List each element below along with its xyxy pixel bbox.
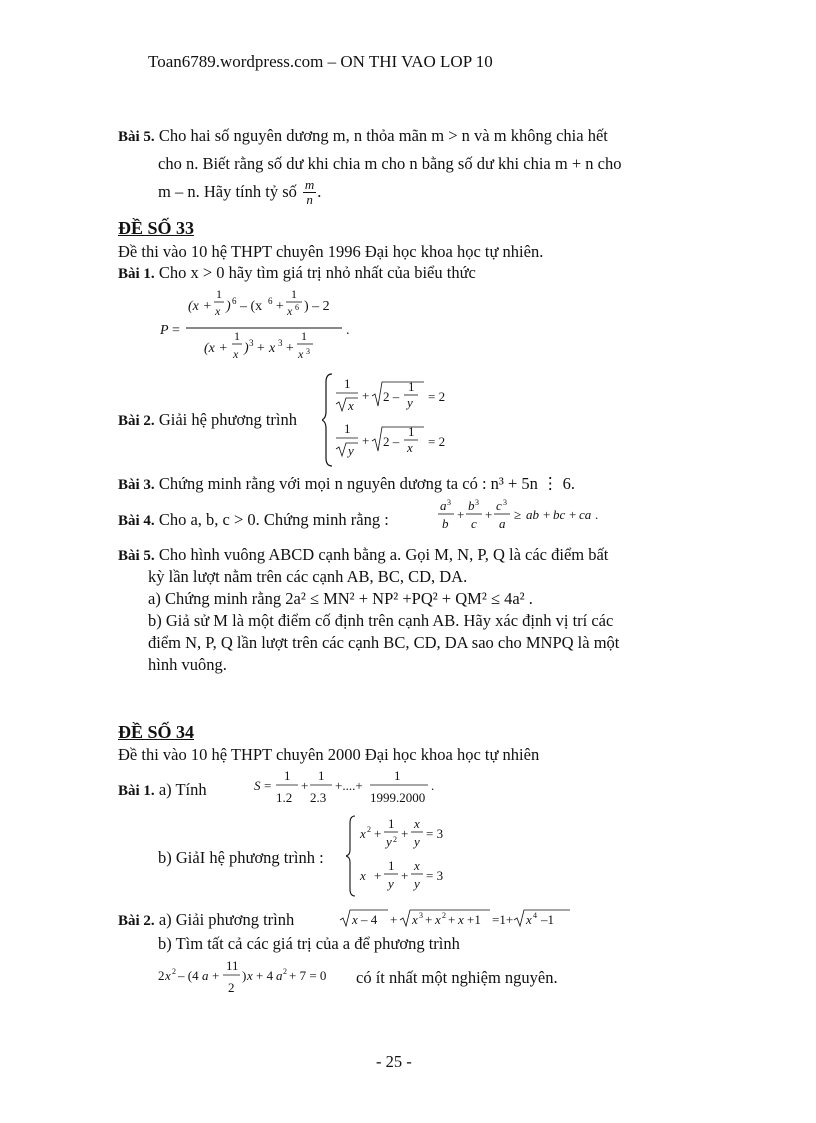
ratio-num: m (304, 176, 315, 192)
problem-33-2 (118, 410, 297, 430)
sum-S (252, 766, 452, 812)
svg-text:6: 6 (232, 296, 237, 306)
svg-text:ab: ab (526, 507, 539, 522)
svg-text:+....+: +....+ (335, 778, 363, 793)
svg-text:1: 1 (388, 858, 395, 873)
formula-P (158, 284, 368, 374)
svg-text:y: y (414, 834, 420, 849)
svg-text:.: . (346, 323, 350, 338)
problem-label: Bài 2. (118, 913, 155, 929)
svg-text:6: 6 (295, 303, 299, 312)
section-title-33: ĐỀ SỐ 33 (118, 218, 195, 238)
equation-34-2a (338, 904, 578, 932)
problem-label: Bài 3. (118, 477, 155, 493)
svg-text:3: 3 (447, 498, 451, 507)
system-34 (346, 812, 466, 900)
problem-33-5 (118, 545, 608, 565)
prev-line2: cho n. Biết rằng số dư khi chia m cho n bằng số dư khi chia m + n cho (158, 154, 622, 173)
problem-33-5-line6: hình vuông. (148, 655, 227, 674)
svg-text:3: 3 (475, 498, 479, 507)
prev-problem (118, 126, 608, 146)
svg-text:+: + (362, 388, 370, 403)
svg-text:x: x (352, 912, 358, 927)
svg-text:y: y (414, 876, 420, 891)
svg-text:2: 2 (172, 967, 176, 976)
problem-label: Bài 2. (118, 413, 155, 429)
problem-33-1 (118, 263, 476, 283)
problem-34-2c: có ít nhất một nghiệm nguyên. (356, 968, 558, 987)
svg-text:+: + (457, 507, 465, 522)
svg-text:x: x (414, 858, 420, 873)
svg-text:bc: bc (553, 507, 566, 522)
svg-text:a: a (440, 498, 447, 513)
svg-text:+: + (448, 912, 456, 927)
system-33 (322, 370, 462, 470)
svg-text:+: + (212, 968, 220, 983)
problem-label: Bài 5. (118, 548, 155, 564)
problem-text: Cho hình vuông ABCD cạnh bằng a. Gọi M, N, P, Q là các điểm bất (158, 545, 609, 564)
svg-text:x: x (287, 304, 293, 318)
svg-text:1: 1 (408, 379, 415, 394)
svg-text:2 –: 2 – (383, 389, 400, 404)
svg-text:(x +: (x + (188, 299, 212, 314)
svg-text:= 3: = 3 (426, 868, 444, 883)
svg-text:1: 1 (318, 768, 325, 783)
svg-text:3: 3 (503, 498, 507, 507)
svg-text:.: . (595, 507, 599, 522)
svg-text:2: 2 (158, 968, 165, 983)
svg-text:3: 3 (278, 338, 283, 348)
svg-text:+: + (275, 299, 285, 314)
svg-text:ca: ca (579, 507, 592, 522)
problem-34-2 (118, 910, 294, 930)
svg-text:+: + (401, 868, 409, 883)
svg-text:+: + (543, 507, 551, 522)
problem-text: Cho x > 0 hãy tìm giá trị nhỏ nhất của biểu thức (158, 263, 476, 282)
svg-text:2: 2 (228, 980, 235, 995)
section-title-34: ĐỀ SỐ 34 (118, 722, 195, 742)
svg-text:x: x (215, 304, 221, 318)
problem-text: Cho hai số nguyên dương m, n thỏa mãn m > n và m không chia hết (158, 126, 608, 145)
svg-text:+: + (390, 912, 398, 927)
page-header: Toan6789.wordpress.com – ON THI VAO LOP 10 (148, 52, 493, 71)
svg-text:x: x (233, 347, 239, 361)
svg-text:b: b (442, 516, 449, 531)
svg-text:+1: +1 (467, 912, 481, 927)
problem-text: a) Tính (158, 780, 207, 799)
svg-text:): ) (244, 341, 249, 356)
svg-text:b: b (468, 498, 475, 513)
problem-34-1 (118, 780, 207, 800)
svg-text:+: + (301, 778, 309, 793)
svg-text:1: 1 (344, 421, 351, 436)
problem-33-5-line2: kỳ lần lượt nằm trên các cạnh AB, BC, CD, DA. (148, 567, 468, 586)
svg-text:a: a (202, 968, 209, 983)
svg-text:2: 2 (283, 967, 287, 976)
svg-text:.: . (431, 778, 435, 793)
svg-text:x: x (458, 912, 464, 927)
svg-text:1: 1 (234, 329, 240, 343)
svg-text:– (4: – (4 (178, 968, 199, 983)
svg-text:+: + (374, 868, 382, 883)
ratio-end: . (317, 182, 322, 201)
svg-text:c: c (496, 498, 502, 513)
svg-text:3: 3 (249, 338, 254, 348)
svg-text:=: = (264, 778, 272, 793)
svg-text:1: 1 (344, 376, 351, 391)
svg-text:x: x (360, 826, 366, 841)
svg-text:1: 1 (301, 329, 307, 343)
problem-33-5-line3: a) Chứng minh rằng 2a² ≤ MN² + NP² +PQ² + QM² ≤ 4a² . (148, 589, 533, 608)
svg-text:1: 1 (284, 768, 291, 783)
svg-text:c: c (471, 516, 477, 531)
svg-text:– 4: – 4 (361, 912, 378, 927)
svg-text:+: + (485, 507, 493, 522)
svg-text:2: 2 (442, 911, 446, 920)
svg-text:1.2: 1.2 (276, 790, 293, 805)
svg-text:+: + (401, 826, 409, 841)
svg-text:3: 3 (306, 347, 310, 356)
problem-33-3 (118, 474, 575, 494)
svg-text:a: a (499, 516, 506, 531)
inequality-33-4 (436, 496, 626, 542)
svg-text:y: y (407, 395, 413, 410)
svg-text:P: P (160, 323, 169, 338)
svg-text:2.3: 2.3 (310, 790, 327, 805)
svg-text:1999.2000: 1999.2000 (370, 790, 426, 805)
svg-text:= 2: = 2 (428, 389, 446, 404)
svg-text:= 2: = 2 (428, 434, 446, 449)
svg-text:x: x (165, 968, 171, 983)
svg-text:) – 2: ) – 2 (304, 299, 330, 314)
svg-text:1: 1 (216, 287, 222, 301)
problem-text: Cho a, b, c > 0. Chứng minh rằng : (158, 510, 389, 529)
problem-label: Bài 5. (118, 129, 155, 145)
svg-text:x: x (526, 912, 532, 927)
problem-label: Bài 1. (118, 783, 155, 799)
prev-line3 (158, 172, 321, 212)
svg-text:1: 1 (291, 287, 297, 301)
svg-text:S: S (254, 778, 261, 793)
ratio-fraction (303, 178, 316, 206)
svg-text:11: 11 (226, 958, 239, 973)
svg-text:y: y (348, 443, 354, 458)
svg-text:1: 1 (394, 768, 401, 783)
svg-text:): ) (226, 299, 231, 314)
svg-text:2: 2 (367, 825, 371, 834)
svg-text:+: + (285, 341, 295, 356)
prev-line3-text: m – n. Hãy tính tỷ số (158, 182, 297, 201)
svg-text:x: x (407, 440, 413, 455)
problem-34-2b: b) Tìm tất cả các giá trị của a để phương trình (158, 934, 460, 953)
ratio-den: n (306, 191, 313, 207)
section-subtitle-33: Đề thi vào 10 hệ THPT chuyên 1996 Đại học khoa học tự nhiên. (118, 242, 544, 261)
svg-text:2 –: 2 – (383, 434, 400, 449)
svg-text:+ 7 = 0: + 7 = 0 (289, 968, 327, 983)
section-subtitle-34: Đề thi vào 10 hệ THPT chuyên 2000 Đại học khoa học tự nhiên (118, 745, 540, 764)
svg-text:4: 4 (533, 911, 537, 920)
svg-text:3: 3 (419, 911, 423, 920)
svg-text:=: = (172, 323, 180, 338)
problem-33-5-line4: b) Giả sử M là một điểm cố định trên cạnh AB. Hãy xác định vị trí các (148, 611, 614, 630)
svg-text:–1: –1 (541, 912, 554, 927)
svg-text:1: 1 (388, 816, 395, 831)
svg-text:≥: ≥ (514, 507, 522, 522)
svg-text:x: x (360, 868, 366, 883)
svg-text:+ x: + x (256, 341, 276, 356)
svg-text:1: 1 (408, 424, 415, 439)
svg-text:+: + (362, 433, 370, 448)
problem-34-1b: b) GiảI hệ phương trình : (158, 848, 324, 867)
svg-text:): ) (242, 968, 247, 983)
equation-34-2b (156, 956, 356, 1002)
problem-33-5-line5: điểm N, P, Q lần lượt trên các cạnh BC, CD, DA sao cho MNPQ là một (148, 633, 620, 652)
svg-text:+: + (425, 912, 433, 927)
svg-text:x: x (247, 968, 253, 983)
svg-text:2: 2 (393, 835, 397, 844)
svg-text:+: + (569, 507, 577, 522)
svg-text:+: + (374, 826, 382, 841)
problem-text: a) Giải phương trình (158, 910, 295, 929)
svg-text:= 3: = 3 (426, 826, 444, 841)
svg-text:+ 4: + 4 (256, 968, 274, 983)
svg-text:y: y (386, 834, 392, 849)
problem-33-4 (118, 510, 389, 530)
svg-text:x: x (298, 347, 304, 361)
svg-text:y: y (388, 876, 394, 891)
svg-text:=1+: =1+ (492, 912, 514, 927)
svg-text:x: x (412, 912, 418, 927)
svg-text:x: x (435, 912, 441, 927)
svg-text:6: 6 (268, 296, 273, 306)
svg-text:(x +: (x + (204, 341, 228, 356)
svg-text:x: x (414, 816, 420, 831)
svg-text:a: a (276, 968, 283, 983)
problem-label: Bài 4. (118, 513, 155, 529)
problem-label: Bài 1. (118, 266, 155, 282)
svg-text:x: x (348, 398, 354, 413)
page-number: - 25 - (376, 1052, 412, 1071)
problem-text: Chứng minh rằng với mọi n nguyên dương ta có : n³ + 5n ⋮ 6. (158, 474, 576, 493)
problem-text: Giải hệ phương trình (158, 410, 297, 429)
svg-text:– (x: – (x (240, 299, 263, 314)
